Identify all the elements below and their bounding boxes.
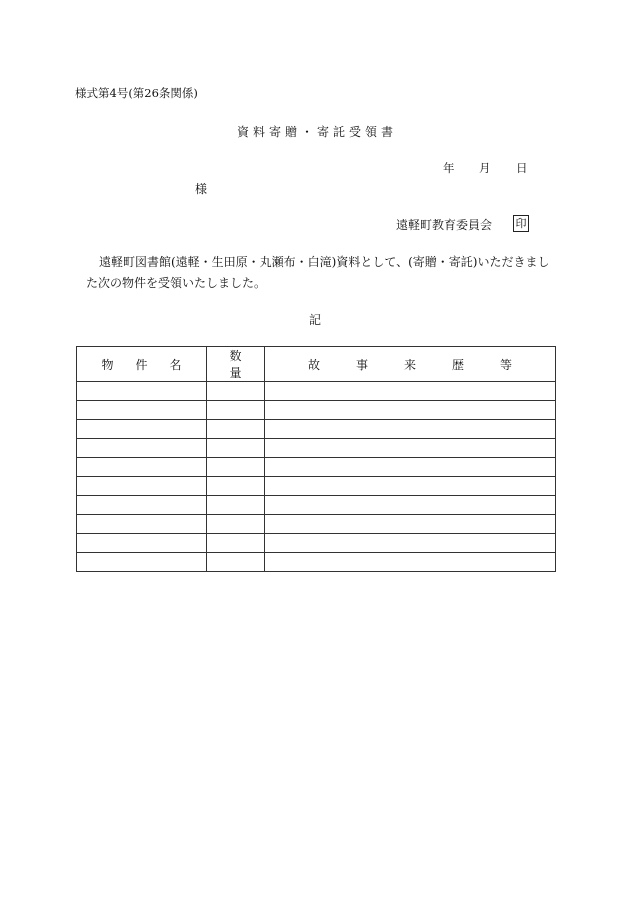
header-item-name: 物件名 bbox=[77, 347, 207, 382]
history-cell[interactable] bbox=[265, 496, 556, 515]
table-body bbox=[77, 382, 556, 572]
quantity-cell[interactable] bbox=[207, 477, 265, 496]
quantity-cell[interactable] bbox=[207, 439, 265, 458]
history-cell[interactable] bbox=[265, 439, 556, 458]
history-cell[interactable] bbox=[265, 401, 556, 420]
item-name-cell[interactable] bbox=[77, 401, 207, 420]
table-row bbox=[77, 534, 556, 553]
quantity-cell[interactable] bbox=[207, 553, 265, 572]
item-name-cell[interactable] bbox=[77, 553, 207, 572]
item-name-cell[interactable] bbox=[77, 382, 207, 401]
history-cell[interactable] bbox=[265, 420, 556, 439]
body-line-1: 遠軽町図書館(遠軽・生田原・丸瀬布・白滝)資料として、(寄贈・寄託)いただきまし bbox=[99, 255, 550, 269]
issuer-name: 遠軽町教育委員会 bbox=[396, 218, 493, 232]
table-row bbox=[77, 382, 556, 401]
form-number: 様式第4号(第26条関係) bbox=[75, 86, 198, 100]
table-row bbox=[77, 458, 556, 477]
date-year-label: 年 bbox=[443, 161, 455, 175]
document-title: 資料寄贈・寄託受領書 bbox=[236, 125, 397, 139]
header-quantity: 数量 bbox=[207, 347, 265, 382]
table-row bbox=[77, 496, 556, 515]
header-history: 故事来歴等 bbox=[265, 347, 556, 382]
table-row bbox=[77, 515, 556, 534]
date-row bbox=[443, 160, 528, 176]
item-name-cell[interactable] bbox=[77, 420, 207, 439]
history-cell[interactable] bbox=[265, 553, 556, 572]
body-paragraph bbox=[75, 252, 565, 294]
item-name-cell[interactable] bbox=[77, 458, 207, 477]
history-cell[interactable] bbox=[265, 515, 556, 534]
table-row bbox=[77, 401, 556, 420]
body-line-2: た次の物件を受領いたしました。 bbox=[86, 276, 267, 290]
item-name-cell[interactable] bbox=[77, 496, 207, 515]
history-cell[interactable] bbox=[265, 382, 556, 401]
table-row bbox=[77, 553, 556, 572]
quantity-cell[interactable] bbox=[207, 534, 265, 553]
addressee-suffix: 様 bbox=[195, 182, 208, 196]
table-row bbox=[77, 420, 556, 439]
date-day-label: 日 bbox=[516, 161, 528, 175]
item-name-cell[interactable] bbox=[77, 515, 207, 534]
quantity-cell[interactable] bbox=[207, 496, 265, 515]
quantity-cell[interactable] bbox=[207, 401, 265, 420]
quantity-cell[interactable] bbox=[207, 420, 265, 439]
table-row bbox=[77, 477, 556, 496]
quantity-cell[interactable] bbox=[207, 458, 265, 477]
item-name-cell[interactable] bbox=[77, 534, 207, 553]
table-header-row bbox=[77, 347, 556, 382]
ki-heading: 記 bbox=[308, 313, 321, 327]
item-name-cell[interactable] bbox=[77, 439, 207, 458]
date-month-label: 月 bbox=[479, 161, 491, 175]
seal-mark: 印 bbox=[513, 215, 529, 232]
quantity-cell[interactable] bbox=[207, 382, 265, 401]
history-cell[interactable] bbox=[265, 458, 556, 477]
item-name-cell[interactable] bbox=[77, 477, 207, 496]
history-cell[interactable] bbox=[265, 477, 556, 496]
quantity-cell[interactable] bbox=[207, 515, 265, 534]
history-cell[interactable] bbox=[265, 534, 556, 553]
items-table bbox=[76, 346, 556, 572]
table-row bbox=[77, 439, 556, 458]
